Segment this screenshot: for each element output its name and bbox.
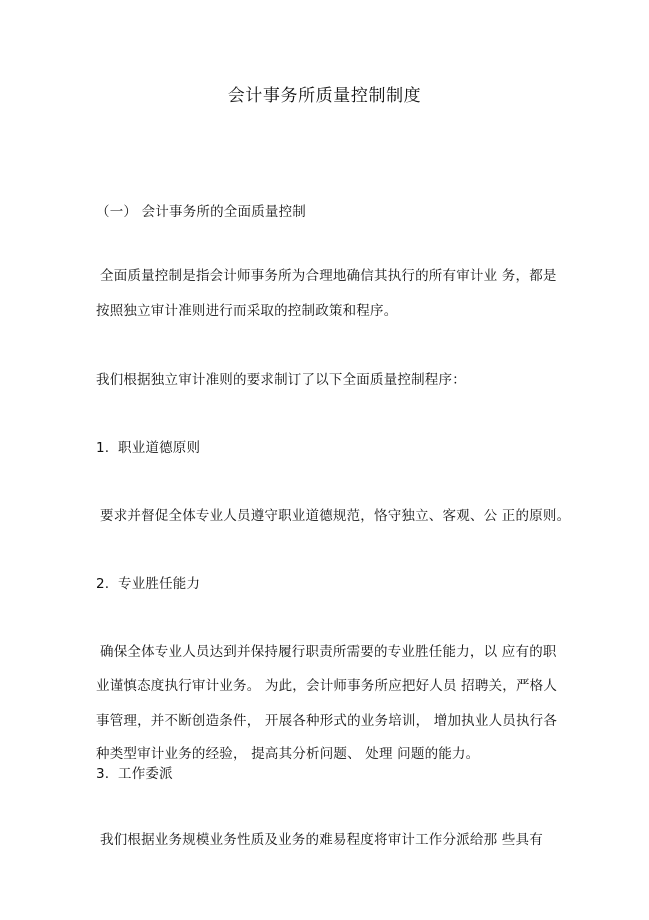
item-heading-3 xyxy=(96,766,173,782)
item-2-line-3: 事管理，并不断创造条件， 开展各种形式的业务培训， 增加执业人员执行各 xyxy=(96,713,558,729)
item-2-line-2: 业谨慎态度执行审计业务。 为此，会计师事务所应把好人员 招聘关，严格人 xyxy=(96,678,558,694)
item-2-line-1: 确保全体专业人员达到并保持履行职责所需要的专业胜任能力，以 应有的职 xyxy=(100,644,557,660)
item-heading-1 xyxy=(96,440,200,456)
item-2-line-4: 种类型审计业务的经验， 提高其分析问题、 处理 问题的能力。 xyxy=(96,746,480,762)
item-1-line-1: 要求并督促全体专业人员遵守职业道德规范，恪守独立、客观、公 正的原则。 xyxy=(100,508,571,524)
item-number: 3. xyxy=(96,766,110,782)
item-3-line-1: 我们根据业务规模业务性质及业务的难易程度将审计工作分派给那 些具有 xyxy=(100,832,543,848)
section-heading: （一） 会计事务所的全面质量控制 xyxy=(96,204,306,220)
item-heading-text: 职业道德原则 xyxy=(118,440,201,456)
item-number: 1. xyxy=(96,440,110,456)
procedures-intro: 我们根据独立审计准则的要求制订了以下全面质量控制程序： xyxy=(96,372,466,388)
item-heading-text: 工作委派 xyxy=(118,766,173,782)
intro-line-2: 按照独立审计准则进行而采取的控制政策和程序。 xyxy=(96,303,398,319)
item-heading-text: 专业胜任能力 xyxy=(118,576,201,592)
intro-line-1: 全面质量控制是指会计师事务所为合理地确信其执行的所有审计业 务，都是 xyxy=(100,268,557,284)
item-number: 2. xyxy=(96,576,110,592)
item-heading-2 xyxy=(96,576,200,592)
document-title: 会计事务所质量控制制度 xyxy=(227,86,422,106)
